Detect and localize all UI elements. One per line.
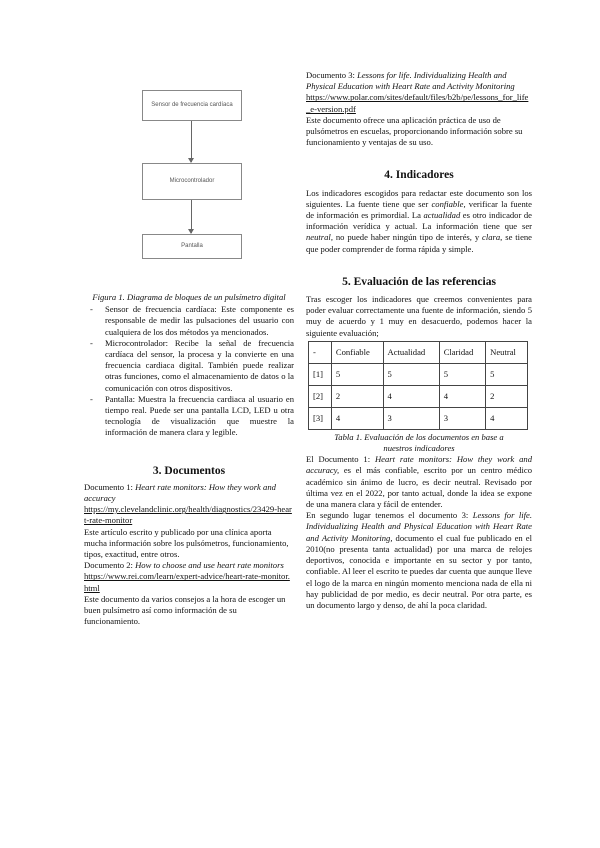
right-column <box>306 70 532 611</box>
doc2-title: How to choose and use heart rate monitors <box>135 560 284 571</box>
diagram-arrow-1 <box>191 121 192 162</box>
evaluation-table <box>308 341 528 430</box>
table-cell: 3 <box>383 407 439 429</box>
table-caption: Tabla 1. Evaluación de los documentos en base a nuestros indicadores <box>334 431 504 454</box>
section-heading-evaluacion: 5. Evaluación de las referencias <box>342 275 496 288</box>
left-column <box>84 86 294 627</box>
table-cell: 4 <box>439 385 485 407</box>
indicators-paragraph: Los indicadores escogidos para redactar este documento son los siguientes. La fuente tiene que ser confiable, verificar la fuente de información es primordial. La actualidad es otro indicador de información verídica y actual. La información tiene que ser neutral, no puede haber ningún tipo de interés, y clara, se tiene que poder comprender de forma rápida y simple. <box>306 187 532 254</box>
table-cell: [1] <box>309 363 332 385</box>
evaluation-paragraph-1: El Documento 1: Heart rate monitors: How they work and accuracy, es el más confiable, escrito por un centro médico académico sin ánimo de lucro, es decir neutral. Revisado por última vez en el 2022, por tanto actual, donde la idea se expone de una manera clara y fácil de entender. <box>306 454 532 510</box>
doc3-description: Este documento ofrece una aplicación práctica de uso de pulsómetros en escuelas, proporcionando información sobre su funcionamiento y ventajas de su uso. <box>306 114 523 148</box>
doc2-description: Este documento da varios consejos a la hora de escoger un buen pulsímetro así como información de su funcionamiento. <box>84 593 286 627</box>
table-cell: 5 <box>486 363 528 385</box>
diagram-box-display <box>142 234 242 259</box>
table-cell: 4 <box>383 385 439 407</box>
list-item: - Pantalla: Muestra la frecuencia cardiaca al usuario en tiempo real. Puede ser una pantalla LCD, LED u otra tecnología de visualización que muestre la información de manera clara y legible. <box>84 394 294 439</box>
table-cell: 5 <box>439 363 485 385</box>
table-cell: 2 <box>486 385 528 407</box>
table-row <box>309 385 528 407</box>
table-header-cell: Claridad <box>439 341 485 363</box>
doc3-label: Documento 3: <box>306 70 358 80</box>
diagram-arrow-2 <box>191 200 192 233</box>
diagram-box-microcontroller-label: Microcontrolador <box>169 177 215 184</box>
diagram-box-sensor <box>142 90 242 121</box>
table-header-cell: - <box>309 341 332 363</box>
doc3-link[interactable]: https://www.polar.com/sites/default/files/b2b/pe/lessons_for_life_e-version.pdf <box>306 92 529 114</box>
figure-caption: Figura 1. Diagrama de bloques de un pulsímetro digital <box>92 292 286 302</box>
evaluation-paragraph-2: En segundo lugar tenemos el documento 3: Lessons for life. Individualizing Health and Physical Education with Heart Rate and Activity Monitoring, documento el cual fue publicado en el 2010(no presenta tanta actualidad) por una marca de relojes deportivos, conocida e importante en su sector y por tanto, confiable. Al leer el escrito te puedes dar cuenta que aunque lleve el logo de la marca en ningún momento menciona nada de ella ni hay publicidad de por medio, es decir neutral. Por otra parte, es un documento largo y denso, de ahí la poca claridad. <box>306 510 532 610</box>
document-3 <box>306 70 532 92</box>
table-row <box>309 407 528 429</box>
document-1 <box>84 482 294 504</box>
doc1-description: Este artículo escrito y publicado por una clínica aporta mucha información sobre los pulsómetros, funcionamiento, tipos, exactitud, entre otros. <box>84 526 289 560</box>
diagram-box-microcontroller <box>142 163 242 200</box>
table-cell: 2 <box>331 385 383 407</box>
table-cell: 4 <box>486 407 528 429</box>
doc2-link[interactable]: https://www.rei.com/learn/expert-advice/heart-rate-monitor.html <box>84 571 290 593</box>
table-cell: 4 <box>331 407 383 429</box>
component-list <box>84 304 294 438</box>
diagram-box-sensor-label: Sensor de frecuencia cardíaca <box>151 101 233 108</box>
evaluation-intro: Tras escoger los indicadores que creemos convenientes para poder evaluar correctamente una fuente de información, siendo 5 muy de acuerdo y 1 muy en desacuerdo, podemos hacer la siguiente evaluación; <box>306 294 532 338</box>
table-cell: 5 <box>383 363 439 385</box>
table-cell: 3 <box>439 407 485 429</box>
table-cell: [3] <box>309 407 332 429</box>
table-cell: [2] <box>309 385 332 407</box>
doc1-link[interactable]: https://my.clevelandclinic.org/health/diagnostics/23429-heart-rate-monitor <box>84 504 292 526</box>
document-2 <box>84 560 294 571</box>
doc3-title: Lessons for life. Individualizing Health and Physical Education with Heart Rate and Activity Monitoring <box>306 70 515 92</box>
table-header-cell: Confiable <box>331 341 383 363</box>
section-heading-documentos: 3. Documentos <box>152 464 226 477</box>
list-item: - Microcontrolador: Recibe la señal de frecuencia cardíaca del sensor, la procesa y la convierte en una frecuencia cardiaca digital. También puede realizar otras funciones, como el almacenamiento de datos o la comunicación con otros dispositivos. <box>84 338 294 394</box>
table-header-cell: Actualidad <box>383 341 439 363</box>
table-header-cell: Neutral <box>486 341 528 363</box>
block-diagram <box>84 86 294 262</box>
doc1-title: Heart rate monitors: How they work and accuracy <box>84 481 276 504</box>
section-heading-indicadores: 4. Indicadores <box>384 169 454 182</box>
doc1-label: Documento 1: <box>84 481 136 492</box>
list-item: - Sensor de frecuencia cardíaca: Este componente es responsable de medir las pulsaciones del usuario con cualquiera de los dos métodos ya mencionados. <box>84 304 294 338</box>
table-row <box>309 363 528 385</box>
doc2-label: Documento 2: <box>84 560 136 571</box>
table-header-row <box>309 341 528 363</box>
table-cell: 5 <box>331 363 383 385</box>
diagram-box-display-label: Pantalla <box>181 242 203 249</box>
